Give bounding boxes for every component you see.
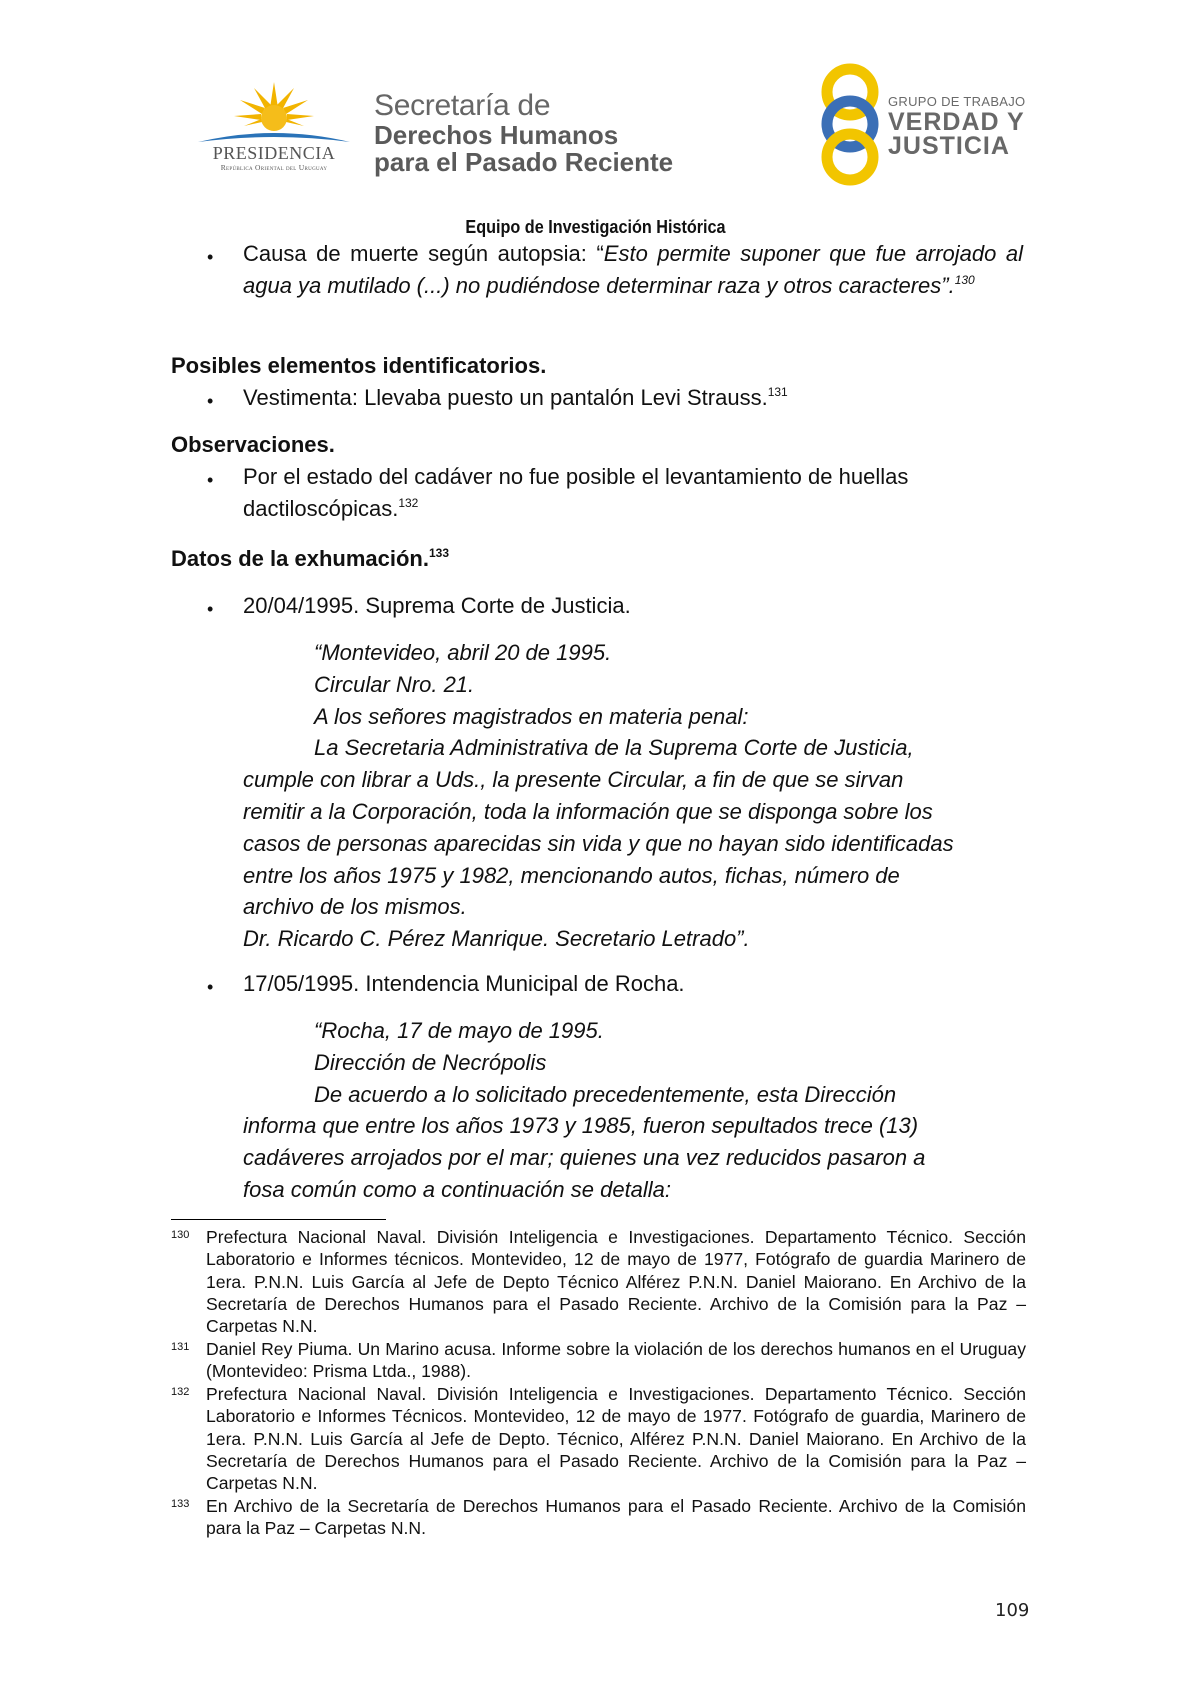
quote-line: La Secretaria Administrativa de la Suprema Corte de Justicia, bbox=[314, 735, 914, 761]
quote-signature: Dr. Ricardo C. Pérez Manrique. Secretario Letrado”. bbox=[243, 926, 750, 952]
quote-line: informa que entre los años 1973 y 1985, fueron sepultados trece (13) bbox=[243, 1113, 919, 1139]
chain-rings-icon bbox=[812, 62, 888, 187]
quote-line: archivo de los mismos. bbox=[243, 894, 467, 920]
grupo-wordmark bbox=[888, 94, 1025, 158]
footnote-number: 130 bbox=[171, 1229, 190, 1241]
observaciones-bullet bbox=[243, 461, 1003, 524]
exhumacion-entry-1-quote bbox=[243, 637, 1023, 955]
footnote-132 bbox=[171, 1383, 1026, 1494]
footnote-ref-131[interactable]: 131 bbox=[767, 385, 788, 399]
exhumacion-entry-2-quote bbox=[243, 1015, 1023, 1206]
footnote-133 bbox=[171, 1495, 1026, 1540]
footnote-number: 132 bbox=[171, 1386, 190, 1398]
section-heading-observaciones: Observaciones. bbox=[171, 432, 335, 457]
quote-line: fosa común como a continuación se detalla: bbox=[243, 1176, 672, 1202]
footnote-ref-132[interactable]: 132 bbox=[398, 495, 419, 510]
footnote-ref-133[interactable]: 133 bbox=[428, 546, 449, 560]
section-heading-identificatorios: Posibles elementos identificatorios. bbox=[171, 353, 547, 378]
presidencia-title: PRESIDENCIA bbox=[212, 143, 336, 163]
secretaria-line3: para el Pasado Reciente bbox=[374, 147, 674, 177]
footnote-number: 131 bbox=[171, 1341, 190, 1353]
quote-line: “Rocha, 17 de mayo de 1995. bbox=[314, 1018, 604, 1043]
quote-line: Dirección de Necrópolis bbox=[314, 1049, 547, 1075]
footnote-text: Prefectura Nacional Naval. División Inteligencia e Investigaciones. Departamento Técnico. Sección Laboratorio e Informes Técnicos. Montevideo, 12 de mayo de 1977. Fotógrafo de guardia, Marinero de 1era. P.N.N. Luis García al Jefe de Depto. Técnico, Alférez P.N.N. Daniel Maiorano. En Archivo de la Secretaría de Derechos Humanos para el Pasado Reciente. Archivo de la Comisión para la Paz – Carpetas N.N. bbox=[206, 1384, 1026, 1494]
footnote-ref-130[interactable]: 130 bbox=[954, 272, 975, 287]
footnote-text: Prefectura Nacional Naval. División Inteligencia e Investigaciones. Departamento Técnico. Sección Laboratorio e Informes técnicos. Montevideo, 12 de mayo de 1977, Fotógrafo de guardia Marinero de 1era. P.N.N. Luis García al Jefe de Depto Técnico Alférez P.N.N. Daniel Maiorano. En Archivo de la Secretaría de Derechos Humanos para el Pasado Reciente. Archivo de la Comisión para la Paz – Carpetas N.N. bbox=[206, 1227, 1026, 1337]
exhumacion-entry-2-title: 17/05/1995. Intendencia Municipal de Rocha. bbox=[243, 971, 685, 996]
quote-line: cadáveres arrojados por el mar; quienes una vez reducidos pasaron a bbox=[243, 1145, 926, 1171]
grupo-line3: JUSTICIA bbox=[888, 132, 1010, 160]
bullet-icon: • bbox=[207, 470, 214, 490]
bullet-icon: • bbox=[207, 977, 214, 997]
quote-line: cumple con librar a Uds., la presente Circular, a fin de que se sirvan bbox=[243, 767, 904, 793]
page-number: 109 bbox=[995, 1600, 1030, 1621]
cause-lead: Causa de muerte según autopsia: “ bbox=[243, 241, 604, 266]
cause-quote: Esto permite suponer que fue arrojado al agua ya mutilado (...) no pudiéndose determinar raza y otros caracteres”. bbox=[243, 241, 1024, 298]
team-header: Equipo de Investigación Histórica bbox=[465, 217, 726, 237]
vestimenta-bullet bbox=[243, 382, 1023, 414]
bullet-icon: • bbox=[207, 599, 214, 619]
quote-line: “Montevideo, abril 20 de 1995. bbox=[314, 640, 612, 665]
quote-line: entre los años 1975 y 1982, mencionando autos, fichas, número de bbox=[243, 862, 900, 888]
bullet-icon: • bbox=[207, 247, 214, 267]
secretaria-logo bbox=[374, 90, 673, 176]
vestimenta-text: Vestimenta: Llevaba puesto un pantalón Levi Strauss. bbox=[243, 385, 768, 410]
observaciones-text: Por el estado del cadáver no fue posible el levantamiento de huellas dactiloscópicas. bbox=[243, 464, 909, 521]
presidencia-subtitle: República Oriental del Uruguay bbox=[220, 163, 328, 172]
exhumacion-entry-1-title: 20/04/1995. Suprema Corte de Justicia. bbox=[243, 593, 631, 618]
footnote-text: En Archivo de la Secretaría de Derechos Humanos para el Pasado Reciente. Archivo de la Comisión para la Paz – Carpetas N.N. bbox=[206, 1496, 1026, 1539]
secretaria-line1: Secretaría de bbox=[374, 89, 551, 122]
footnote-separator bbox=[171, 1219, 386, 1220]
bullet-icon: • bbox=[207, 391, 214, 411]
footnote-number: 133 bbox=[171, 1498, 190, 1510]
grupo-line2: VERDAD Y bbox=[888, 108, 1025, 136]
quote-line: A los señores magistrados en materia penal: bbox=[314, 703, 749, 729]
footnote-131 bbox=[171, 1338, 1026, 1383]
presidencia-wordmark bbox=[196, 143, 352, 172]
grupo-line1: GRUPO DE TRABAJO bbox=[888, 94, 1026, 109]
quote-line: remitir a la Corporación, toda la información que se disponga sobre los bbox=[243, 798, 933, 824]
quote-line: De acuerdo a lo solicitado precedentemente, esta Dirección bbox=[314, 1081, 897, 1107]
footnote-130 bbox=[171, 1226, 1026, 1337]
quote-line: Circular Nro. 21. bbox=[314, 671, 475, 697]
footnote-text: Daniel Rey Piuma. Un Marino acusa. Informe sobre la violación de los derechos humanos en el Uruguay (Montevideo: Prisma Ltda., 1988). bbox=[206, 1339, 1026, 1382]
exhumacion-heading-text: Datos de la exhumación. bbox=[171, 546, 429, 571]
section-heading-exhumacion bbox=[171, 544, 449, 574]
secretaria-line2: Derechos Humanos bbox=[374, 120, 619, 150]
quote-line: casos de personas aparecidas sin vida y que no hayan sido identificadas bbox=[243, 830, 954, 856]
cause-of-death-bullet bbox=[243, 238, 1023, 301]
